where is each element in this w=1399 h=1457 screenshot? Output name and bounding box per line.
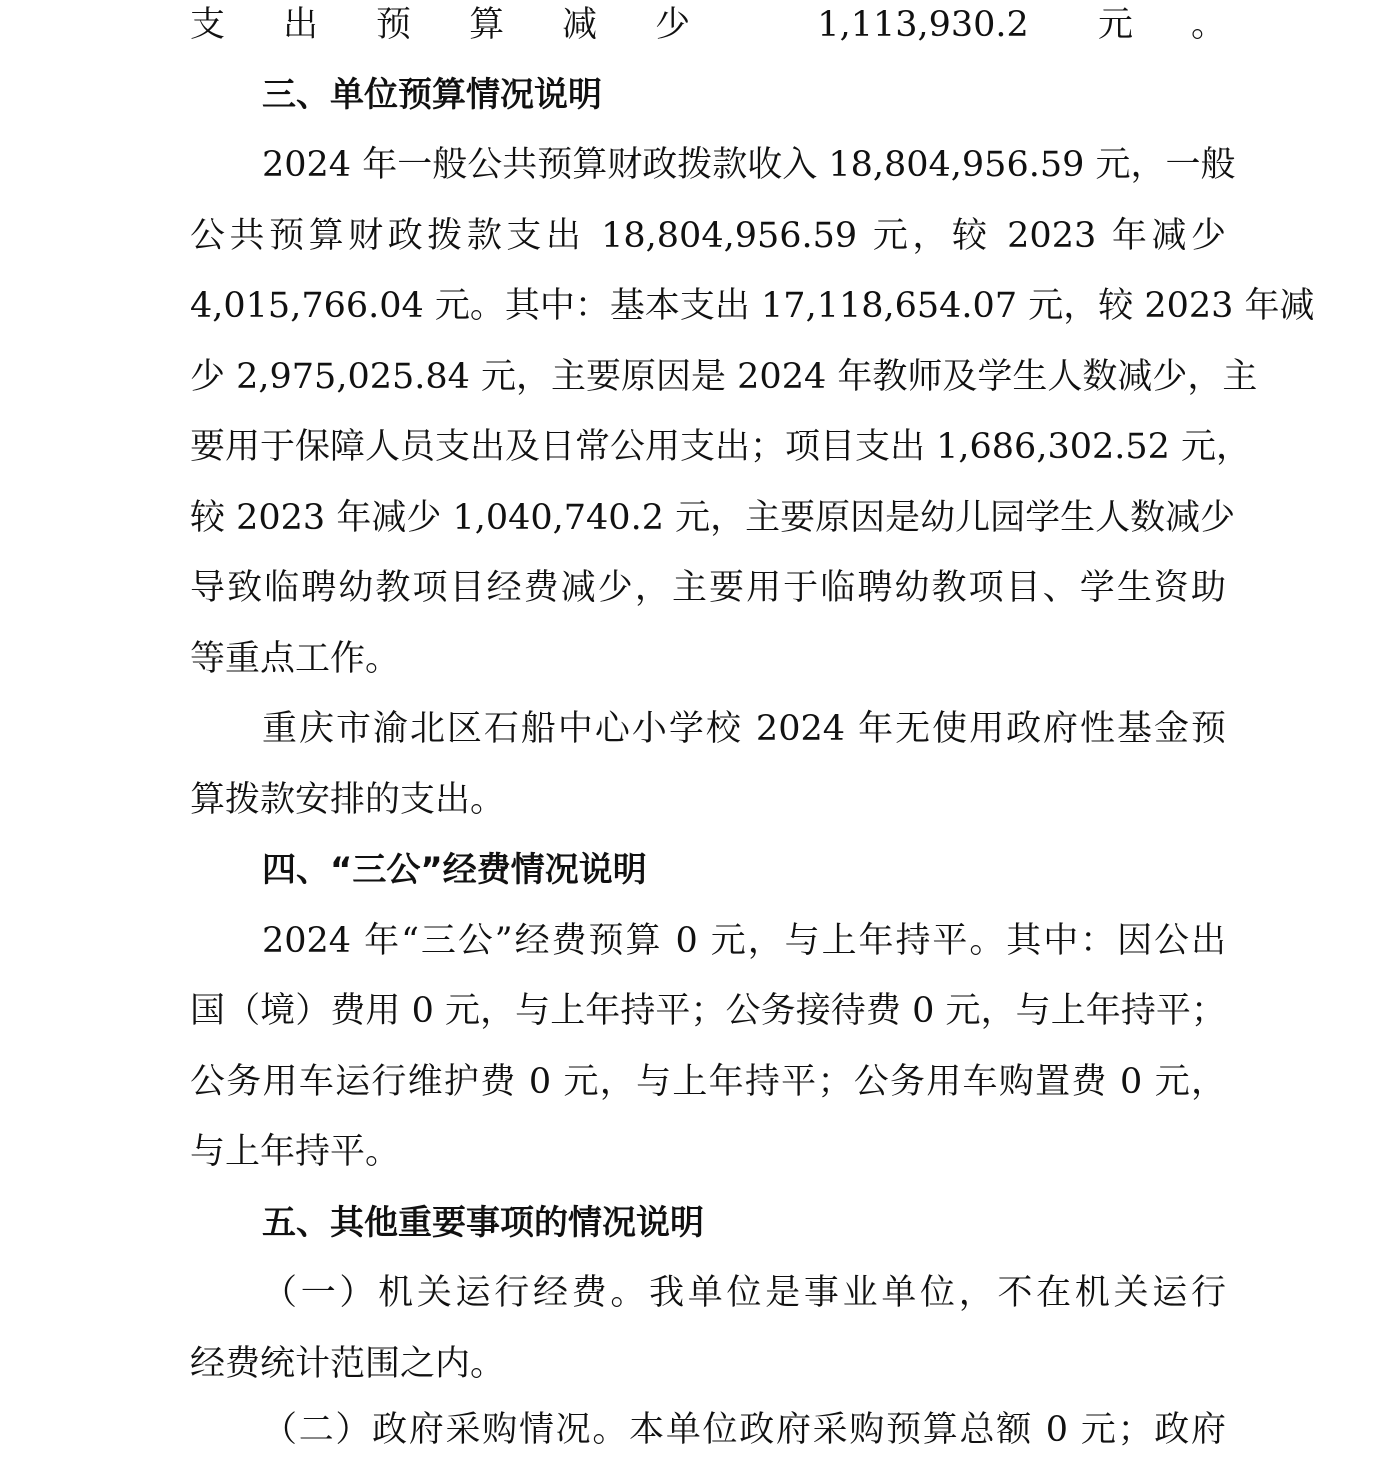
paragraph-line: 少 2,975,025.84 元，主要原因是 2024 年教师及学生人数减少，主: [190, 357, 1258, 397]
paragraph-line: 重庆市渝北区石船中心小学校 2024 年无使用政府性基金预: [262, 709, 1226, 749]
paragraph-line: 国（境）费用 0 元，与上年持平；公务接待费 0 元，与上年持平；: [190, 991, 1226, 1031]
paragraph-line: 较 2023 年减少 1,040,740.2 元，主要原因是幼儿园学生人数减少: [190, 498, 1236, 538]
section-heading-3: 三、单位预算情况说明: [262, 75, 602, 115]
paragraph-line: 经费统计范围之内。: [190, 1344, 506, 1384]
paragraph-line: 导致临聘幼教项目经费减少，主要用于临聘幼教项目、学生资助: [190, 568, 1226, 608]
paragraph-line: 4,015,766.04 元。其中：基本支出 17,118,654.07 元，较 2023 年减: [190, 286, 1315, 326]
paragraph-line: 与上年持平。: [190, 1132, 401, 1172]
paragraph-line: 公共预算财政拨款支出 18,804,956.59 元，较 2023 年减少: [190, 216, 1226, 256]
section-heading-5: 五、其他重要事项的情况说明: [262, 1203, 704, 1243]
paragraph-line: 算拨款安排的支出。: [190, 780, 506, 820]
paragraph-line: 2024 年一般公共预算财政拨款收入 18,804,956.59 元，一般: [262, 145, 1236, 185]
paragraph-line: （二）政府采购情况。本单位政府采购预算总额 0 元；政府: [262, 1410, 1226, 1450]
paragraph-line: 支出预算减少 1,113,930.2 元。: [190, 5, 1226, 45]
section-heading-4: 四、“三公”经费情况说明: [262, 850, 647, 890]
paragraph-line: 公务用车运行维护费 0 元，与上年持平；公务用车购置费 0 元，: [190, 1062, 1226, 1102]
paragraph-line: 等重点工作。: [190, 639, 401, 679]
paragraph-line: 要用于保障人员支出及日常公用支出；项目支出 1,686,302.52 元，: [190, 427, 1252, 467]
paragraph-line: （一）机关运行经费。我单位是事业单位，不在机关运行: [262, 1273, 1226, 1313]
paragraph-line: 2024 年“三公”经费预算 0 元，与上年持平。其中：因公出: [262, 921, 1226, 961]
